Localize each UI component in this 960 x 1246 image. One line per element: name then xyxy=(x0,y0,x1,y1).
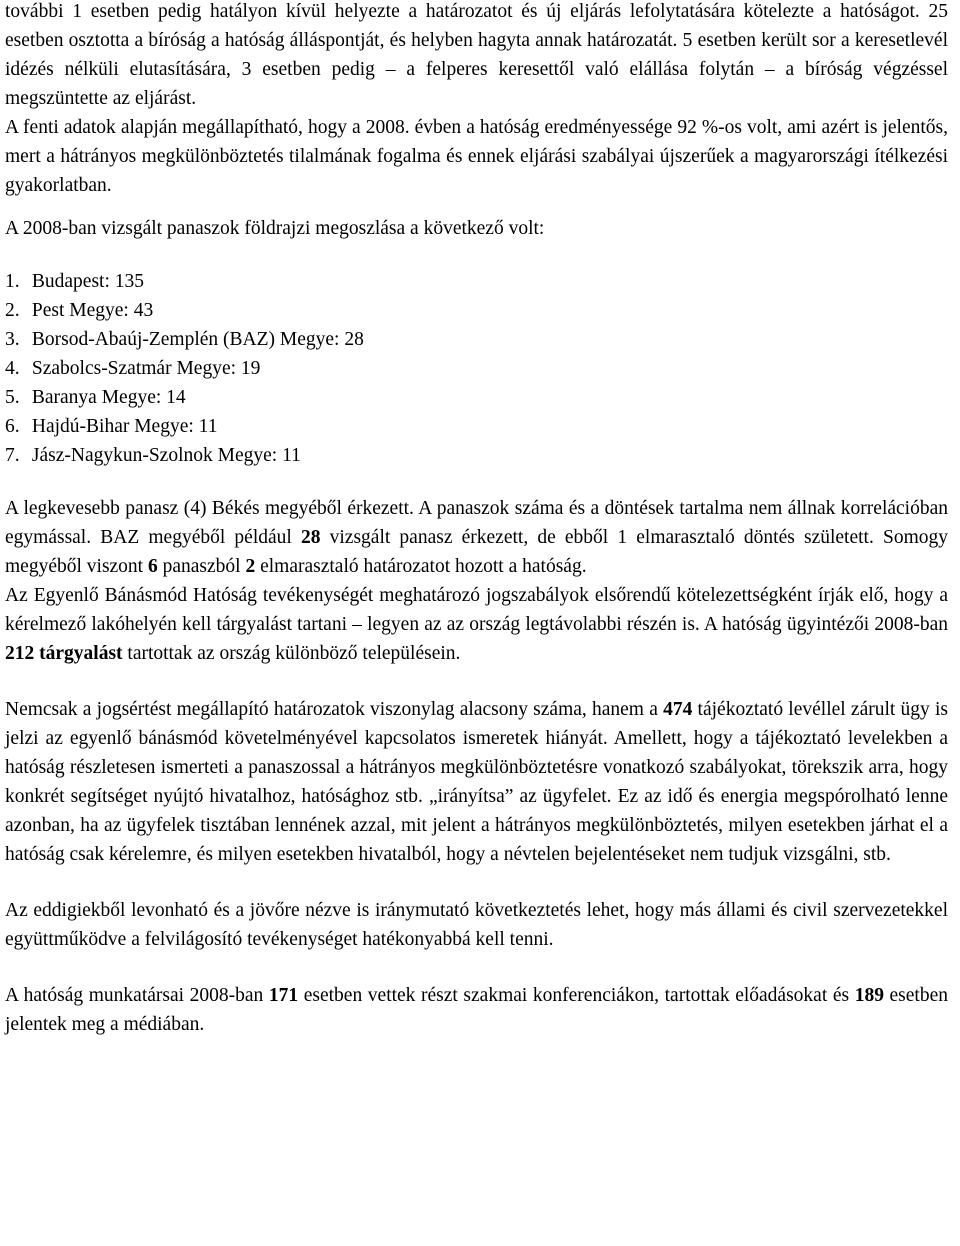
list-number: 3. xyxy=(5,329,20,350)
list-text: Szabolcs-Szatmár Megye: 19 xyxy=(31,358,261,379)
region-list xyxy=(5,267,948,470)
list-number: 7. xyxy=(5,445,20,466)
list-number: 6. xyxy=(5,416,20,437)
paragraph-complaint-correlation: A legkevesebb panasz (4) Békés megyéből érkezett. A panaszok száma és a döntések tartalma nem állnak korrelációban egymással. BAZ megyéből például 28 vizsgált panasz érkezett, de ebből 1 elmarasztaló döntés született. Somogy megyéből viszont 6 panaszból 2 elmarasztaló határozatot hozott a hatóság. xyxy=(5,498,948,577)
paragraph-hearings: Az Egyenlő Bánásmód Hatóság tevékenységét meghatározó jogszabályok elsőrendű kötelezettségként írják elő, hogy a kérelmező lakóhelyén kell tárgyalást tartani – legyen az az ország legtávolabbi részén is. A hatóság ügyintézői 2008-ban 212 tárgyalást tartottak az ország különböző településein. xyxy=(5,585,948,664)
list-text: Borsod-Abaúj-Zemplén (BAZ) Megye: 28 xyxy=(31,329,364,350)
list-item xyxy=(5,354,948,383)
list-text: Jász-Nagykun-Szolnok Megye: 11 xyxy=(31,445,301,466)
list-item xyxy=(5,441,948,470)
list-item xyxy=(5,296,948,325)
list-number: 2. xyxy=(5,300,20,321)
list-text: Baranya Megye: 14 xyxy=(31,387,186,408)
paragraph-conferences-media: A hatóság munkatársai 2008-ban 171 esetben vettek részt szakmai konferenciákon, tartottak előadásokat és 189 esetben jelentek meg a médiában. xyxy=(5,985,948,1035)
list-text: Pest Megye: 43 xyxy=(31,300,154,321)
paragraph-information-letters: Nemcsak a jogsértést megállapító határozatok viszonylag alacsony száma, hanem a 474 tájékoztató levéllel zárult ügy is jelzi az egyenlő bánásmód követelményével kapcsolatos ismeretek hiányát. Amellett, hogy a tájékoztató levelekben a hatóság részletesen ismerteti a panaszossal a hátrányos megkülönböztetésre vonatkozó szabályokat, törekszik arra, hogy konkrét segítséget nyújtó hivatalhoz, hatósághoz stb. „irányítsa” az ügyfelet. Ez az idő és energia megspórolható lenne azonban, ha az ügyfelek tisztában lennének azzal, mit jelent a hátrányos megkülönböztetés, milyen esetekben járhat el a hatóság csak kérelemre, és milyen esetekben hivatalból, hogy a névtelen bejelentéseket nem tudjuk vizsgálni, stb. xyxy=(5,699,948,865)
list-item xyxy=(5,383,948,412)
list-number: 4. xyxy=(5,358,20,379)
list-item xyxy=(5,267,948,296)
list-item xyxy=(5,325,948,354)
paragraph-conclusion: Az eddigiekből levonható és a jövőre nézve is iránymutató következtetés lehet, hogy más állami és civil szervezetekkel együttműködve a felvilágosító tevékenységet hatékonyabbá kell tenni. xyxy=(5,900,948,950)
paragraph-effectiveness: A fenti adatok alapján megállapítható, hogy a 2008. évben a hatóság eredményessége 92 %-os volt, ami azért is jelentős, mert a hátrányos megkülönböztetés tilalmának fogalma és ennek eljárási szabályai újszerűek a magyarországi ítélkezési gyakorlatban. xyxy=(5,117,948,196)
paragraph-court-outcomes: további 1 esetben pedig hatályon kívül helyezte a határozatot és új eljárás lefolytatására kötelezte a hatóságot. 25 esetben osztotta a bíróság a hatóság álláspontját, és helyben hagyta annak határozatát. 5 esetben került sor a keresetlevél idézés nélküli elutasítására, 3 esetben pedig – a felperes keresettől való elállása folytán – a bíróság végzéssel megszüntette az eljárást. xyxy=(5,1,948,109)
list-number: 5. xyxy=(5,387,20,408)
paragraph-distribution-intro: A 2008-ban vizsgált panaszok földrajzi megoszlása a következő volt: xyxy=(5,218,545,239)
list-item xyxy=(5,412,948,441)
list-text: Budapest: 135 xyxy=(31,271,144,292)
list-number: 1. xyxy=(5,271,20,292)
list-text: Hajdú-Bihar Megye: 11 xyxy=(31,416,218,437)
